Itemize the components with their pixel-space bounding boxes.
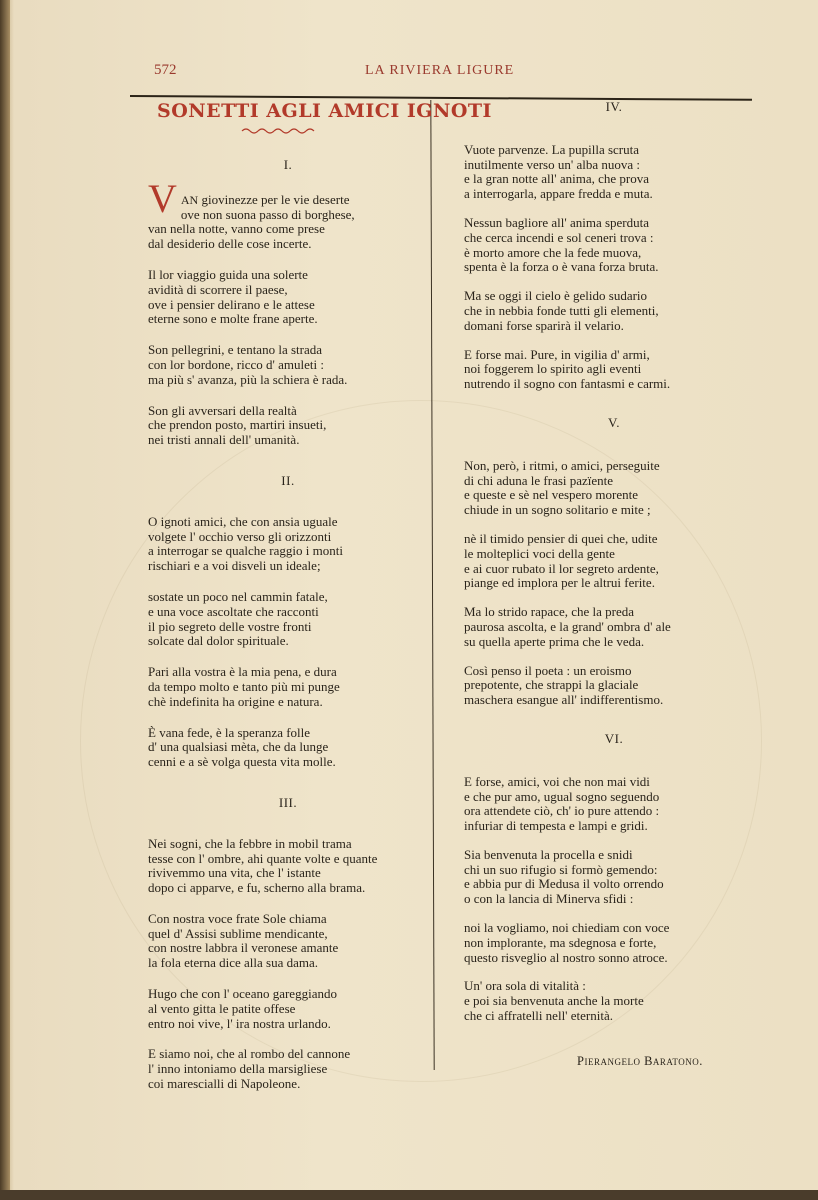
poem-line: non implorante, ma sdegnosa e forte, xyxy=(464,934,657,950)
poem-line: piange ed implora per le altrui ferite. xyxy=(464,575,655,591)
poem-line: è morto amore che la fede muova, xyxy=(464,244,642,260)
poem-line: Son gli avversari della realtà xyxy=(148,402,297,418)
poem-line: e la gran notte all' anima, che prova xyxy=(464,171,649,187)
poem-line: cenni e a sè volga questa vita molle. xyxy=(148,754,336,770)
poem-line: E forse, amici, voi che non mai vidi xyxy=(464,773,650,789)
sonnet-3 xyxy=(148,796,428,1092)
poem-line: van nella notte, vanno come prese xyxy=(148,221,325,237)
poem-line: ove i pensier delirano e le attese xyxy=(148,296,315,312)
poem-line: E siamo noi, che al rombo del cannone xyxy=(148,1046,351,1062)
poem-line: coi marescialli di Napoleone. xyxy=(148,1076,301,1092)
stanza xyxy=(464,775,764,834)
sonnet-numeral: II. xyxy=(281,472,295,488)
stanza xyxy=(464,848,764,907)
poem-line: tesse con l' ombre, ahi quante volte e quante xyxy=(148,850,378,866)
poem-line: ma più s' avanza, più la schiera è rada. xyxy=(148,371,348,387)
poem-line: paurosa ascolta, e la grand' ombra d' ale xyxy=(464,618,671,634)
poem-line: e abbia pur di Medusa il volto orrendo xyxy=(464,876,664,892)
poem-line: a interrogarla, appare fredda e muta. xyxy=(464,186,653,202)
poem-line: d' una qualsiasi mèta, che da lunge xyxy=(148,739,329,755)
poem-line: chi un suo rifugio si formò gemendo: xyxy=(464,861,658,877)
stanza xyxy=(148,726,428,770)
stanza xyxy=(148,343,428,387)
poem-line: le molteplici voci della gente xyxy=(464,545,615,561)
poem-line: inutilmente verso un' alba nuova : xyxy=(464,156,640,172)
poem-line: Vuote parvenze. La pupilla scruta xyxy=(464,141,640,157)
poem-line: Nessun bagliore all' anima sperduta xyxy=(464,214,650,230)
poem-line: O ignoti amici, che con ansia uguale xyxy=(148,513,338,529)
stanza xyxy=(148,987,428,1031)
book-spine xyxy=(0,0,10,1200)
poem-line: Con nostra voce frate Sole chiama xyxy=(148,910,327,926)
stanza xyxy=(464,289,764,333)
poem-line: su quella aperte prima che le veda. xyxy=(464,633,645,649)
poem-line: rivivemmo una vita, che l' istante xyxy=(148,865,321,881)
poem-line: chè indefinita ha origine e natura. xyxy=(148,693,323,709)
poem-line: che ci affratelli nell' eternità. xyxy=(464,1008,613,1024)
right-column xyxy=(464,100,764,1024)
stanza xyxy=(148,175,428,252)
sonnet-numeral: IV. xyxy=(605,99,623,114)
left-column xyxy=(148,158,428,1092)
poem-line: al vento gitta le patite offese xyxy=(148,1000,296,1016)
poem-line: Un' ora sola di vitalità : xyxy=(464,978,586,994)
stanza xyxy=(148,590,428,649)
poem-line: Non, però, i ritmi, o amici, perseguite xyxy=(464,457,660,473)
poem-line: la fola eterna dice alla sua dama. xyxy=(148,955,318,971)
sonnet-numeral: I. xyxy=(283,157,293,172)
stanza xyxy=(464,532,764,591)
poem-line: volgete l' occhio verso gli orizzonti xyxy=(148,528,332,544)
title-ornament xyxy=(240,126,320,136)
sonnet-4 xyxy=(464,100,764,392)
page-header xyxy=(150,62,750,84)
poem-line: ove non suona passo di borghese, xyxy=(180,206,355,222)
sonnet-numeral: VI. xyxy=(604,730,624,746)
poem-line: Ma se oggi il cielo è gelido sudario xyxy=(464,288,648,304)
poem-line: e che pur amo, ugual sogno seguendo xyxy=(464,788,660,804)
poem-line: domani forse sparirà il velario. xyxy=(464,317,624,333)
stanza xyxy=(464,143,764,202)
poem-line: Così penso il poeta : un eroismo xyxy=(464,662,632,678)
poem-line: che prendon posto, martiri insueti, xyxy=(148,417,327,433)
sonnet-numeral: III. xyxy=(278,794,298,810)
poem-line: con lor bordone, ricco d' amuleti : xyxy=(148,356,324,372)
sonnet-numeral: V. xyxy=(608,414,620,430)
poem-line: nè il timido pensier di quei che, udite xyxy=(464,530,658,546)
stanza xyxy=(148,665,428,709)
poem-line: con nostre labbra il veronese amante xyxy=(148,940,339,956)
poem-line: e ai cuor rubato il lor segreto ardente, xyxy=(464,560,659,576)
poem-title: SONETTI AGLI AMICI IGNOTI xyxy=(157,100,492,122)
poem-line: l' inno intoniamo della marsigliese xyxy=(148,1061,328,1077)
poem-line: rischiari e a voi disveli un ideale; xyxy=(148,558,321,574)
poem-line: e una voce ascoltate che racconti xyxy=(148,603,319,619)
sonnet-5 xyxy=(464,416,764,708)
stanza xyxy=(148,404,428,448)
stanza xyxy=(148,1047,428,1091)
stanza xyxy=(464,348,764,392)
poem-line: quel d' Assisi sublime mendicante, xyxy=(148,925,328,941)
poem-line: chiude in un sogno solitario e mite ; xyxy=(464,502,651,518)
poem-line: di chi aduna le frasi pazïente xyxy=(464,472,614,488)
sonnet-1 xyxy=(148,158,428,448)
poem-line: e poi sia benvenuta anche la morte xyxy=(464,993,644,1009)
poem-line: noi foggerem lo spirito agli eventi xyxy=(464,361,642,377)
poem-line: giovinezze per le vie deserte xyxy=(198,191,350,207)
poem-line: il pio segreto delle vostre fronti xyxy=(148,618,312,634)
poem-line: spenta è la forza o è vana forza bruta. xyxy=(464,259,659,275)
poem-line: prepotente, che strappi la glaciale xyxy=(464,677,639,693)
stanza xyxy=(464,664,764,708)
stanza xyxy=(464,216,764,275)
poem-line: da tempo molto e tanto più mi punge xyxy=(148,678,340,694)
poem-line: maschera esangue all' indifferentismo. xyxy=(464,692,664,708)
author-signature: Pierangelo Baratono. xyxy=(577,1054,703,1068)
poem-line: ora attendete ciò, ch' io pure attendo : xyxy=(464,803,660,819)
poem-line: dopo ci apparve, e fu, scherno alla brama. xyxy=(148,880,366,896)
poem-line: che in nebbia fonde tutti gli elementi, xyxy=(464,302,659,318)
poem-line: È vana fede, è la speranza folle xyxy=(148,724,311,740)
running-head: LA RIVIERA LIGURE xyxy=(365,63,515,78)
sonnet-6 xyxy=(464,732,764,1024)
poem-line: a interrogar se qualche raggio i monti xyxy=(148,543,343,559)
poem-line: sostate un poco nel cammin fatale, xyxy=(148,588,328,604)
poem-line: nutrendo il sogno con fantasmi e carmi. xyxy=(464,376,671,392)
poem-line: Pari alla vostra è la mia pena, e dura xyxy=(148,664,337,680)
poem-line: eterne sono e molte frane aperte. xyxy=(148,311,318,327)
poem-line: o con la lancia di Minerva sfidi : xyxy=(464,891,634,907)
poem-line: solcate dal dolor spirituale. xyxy=(148,633,289,649)
drop-cap: V xyxy=(148,175,177,221)
poem-line: Nei sogni, che la febbre in mobil trama xyxy=(148,835,352,851)
stanza xyxy=(464,921,764,965)
poem-line: Sia benvenuta la procella e snidi xyxy=(464,846,633,862)
poem-line: noi la vogliamo, noi chiediam con voce xyxy=(464,920,670,936)
stanza xyxy=(148,912,428,971)
poem-line: dal desiderio delle cose incerte. xyxy=(148,236,312,252)
poem-line: nei tristi annali dell' umanità. xyxy=(148,432,300,448)
page-bottom-edge xyxy=(0,1190,818,1200)
poem-line: entro noi vive, l' ira nostra urlando. xyxy=(148,1015,331,1031)
stanza xyxy=(148,515,428,574)
poem-line: avidità di scorrere il paese, xyxy=(148,281,288,297)
poem-line: questo risveglio al nostro sonno atroce. xyxy=(464,949,668,965)
stanza xyxy=(148,268,428,327)
poem-line: infuriar di tempesta e lampi e gridi. xyxy=(464,818,648,834)
stanza xyxy=(148,837,428,896)
sonnet-2 xyxy=(148,474,428,770)
poem-line: Hugo che con l' oceano gareggiando xyxy=(148,986,337,1002)
page-number: 572 xyxy=(154,62,177,78)
stanza xyxy=(464,979,764,1023)
poem-line: Il lor viaggio guida una solerte xyxy=(148,266,308,282)
poem-line: Ma lo strido rapace, che la preda xyxy=(464,604,635,620)
poem-line: e queste e sè nel vespero morente xyxy=(464,487,638,503)
poem-line: che cerca incendi e sol ceneri trova : xyxy=(464,229,654,245)
stanza xyxy=(464,605,764,649)
poem-line: E forse mai. Pure, in vigilia d' armi, xyxy=(464,346,650,362)
first-word: AN xyxy=(180,192,199,207)
poem-line: Son pellegrini, e tentano la strada xyxy=(148,342,323,358)
stanza xyxy=(464,459,764,518)
